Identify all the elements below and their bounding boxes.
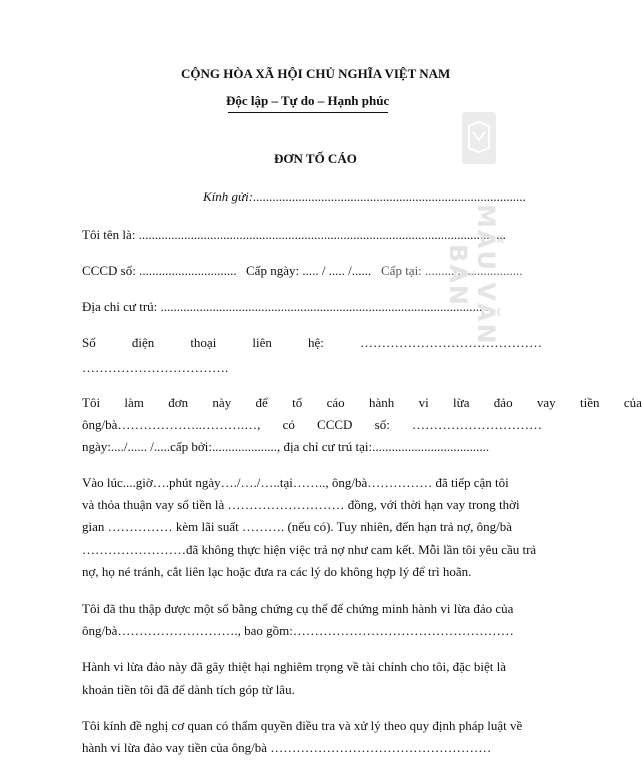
word: vay bbox=[536, 395, 556, 410]
field-address: Địa chỉ cư trú: ....................................................................................................... bbox=[82, 299, 496, 314]
field-issue-place: Cấp tại: .............................. bbox=[381, 263, 523, 278]
word: cáo bbox=[326, 395, 345, 410]
paragraph1-line2 bbox=[82, 417, 542, 433]
logo-icon bbox=[462, 112, 496, 164]
word: đơn bbox=[168, 395, 189, 410]
word: của bbox=[623, 395, 642, 410]
word: có bbox=[282, 417, 295, 432]
header-motto: Độc lập – Tự do – Hạnh phúc bbox=[226, 93, 390, 108]
paragraph4-line2: khoản tiền tôi đã để dành tích góp từ lâu. bbox=[82, 682, 295, 697]
word: ………………………… bbox=[412, 417, 542, 432]
watermark bbox=[444, 112, 500, 372]
recipient-line: Kính gửi:.................................................................................... bbox=[203, 189, 527, 204]
paragraph3-line1: Tôi đã thu thập được một số bằng chứng cụ thể để chứng minh hành vi lừa đảo của bbox=[82, 601, 514, 616]
field-issue-date: Cấp ngày: ..... / ..... /...... bbox=[246, 263, 372, 278]
motto-underline bbox=[228, 112, 388, 113]
field-id-number: CCCD số: .............................. bbox=[82, 263, 237, 278]
field-name: Tôi tên là: ................................................................................................................. bbox=[82, 227, 506, 242]
phone-word: hệ: bbox=[308, 335, 324, 350]
word: số: bbox=[374, 417, 390, 432]
word: hành bbox=[368, 395, 395, 410]
paragraph2-line4: ……………………đã không thực hiện việc trả nợ như cam kết. Mỗi lần tôi yêu cầu trả bbox=[82, 542, 537, 557]
word: vi bbox=[418, 395, 429, 410]
field-phone-continued: ……………………………. bbox=[82, 360, 229, 375]
paragraph5-line1: Tôi kính đề nghị cơ quan có thẩm quyền điều tra và xử lý theo quy định pháp luật về bbox=[82, 718, 523, 733]
word: để bbox=[255, 395, 268, 410]
paragraph2-line3: gian …………… kèm lãi suất ………. (nếu có). Tuy nhiên, đến hạn trả nợ, ông/bà bbox=[82, 519, 513, 534]
paragraph2-line5: nợ, họ né tránh, cắt liên lạc hoặc đưa ra các lý do không hợp lý để trì hoãn. bbox=[82, 564, 472, 579]
paragraph1-line1 bbox=[82, 395, 642, 411]
phone-word: điện bbox=[131, 335, 155, 350]
word: đảo bbox=[493, 395, 513, 410]
word: CCCD bbox=[317, 417, 353, 432]
paragraph4-line1: Hành vi lừa đảo này đã gây thiệt hại nghiêm trọng về tài chính cho tôi, đặc biệt là bbox=[82, 659, 507, 674]
phone-word: thoại bbox=[190, 335, 217, 350]
word: Tôi bbox=[82, 395, 101, 410]
word: lừa bbox=[453, 395, 470, 410]
word: tố bbox=[292, 395, 303, 410]
word: tiền bbox=[580, 395, 600, 410]
paragraph2-line1: Vào lúc....giờ….phút ngày…./…./…..tại…….., ông/bà…………… đã tiếp cận tôi bbox=[82, 475, 509, 490]
paragraph2-line2: và thỏa thuận vay số tiền là ……………………… đồng, với thời hạn vay trong thời bbox=[82, 497, 520, 512]
header-republic: CỘNG HÒA XÃ HỘI CHỦ NGHĨA VIỆT NAM bbox=[181, 66, 451, 81]
paragraph5-line2: hành vi lừa đảo vay tiền của ông/bà …………………………………………… bbox=[82, 740, 492, 755]
word: ông/bà………………..……….…, bbox=[82, 417, 261, 432]
phone-word: liên bbox=[252, 335, 272, 350]
phone-word: Số bbox=[82, 335, 96, 350]
word: này bbox=[212, 395, 232, 410]
phone-word: …………………………………… bbox=[359, 335, 542, 350]
paragraph3-line2: ông/bà………………………., bao gồm:…………………………………………… bbox=[82, 623, 514, 638]
paragraph1-line3: ngày:..../...... /.....cấp bởi:...................., địa chỉ cư trú tại:.................................... bbox=[82, 439, 490, 454]
word: làm bbox=[124, 395, 144, 410]
document-title: ĐƠN TỐ CÁO bbox=[274, 151, 357, 166]
watermark-text: MẪU VĂN BẢN bbox=[444, 204, 500, 346]
